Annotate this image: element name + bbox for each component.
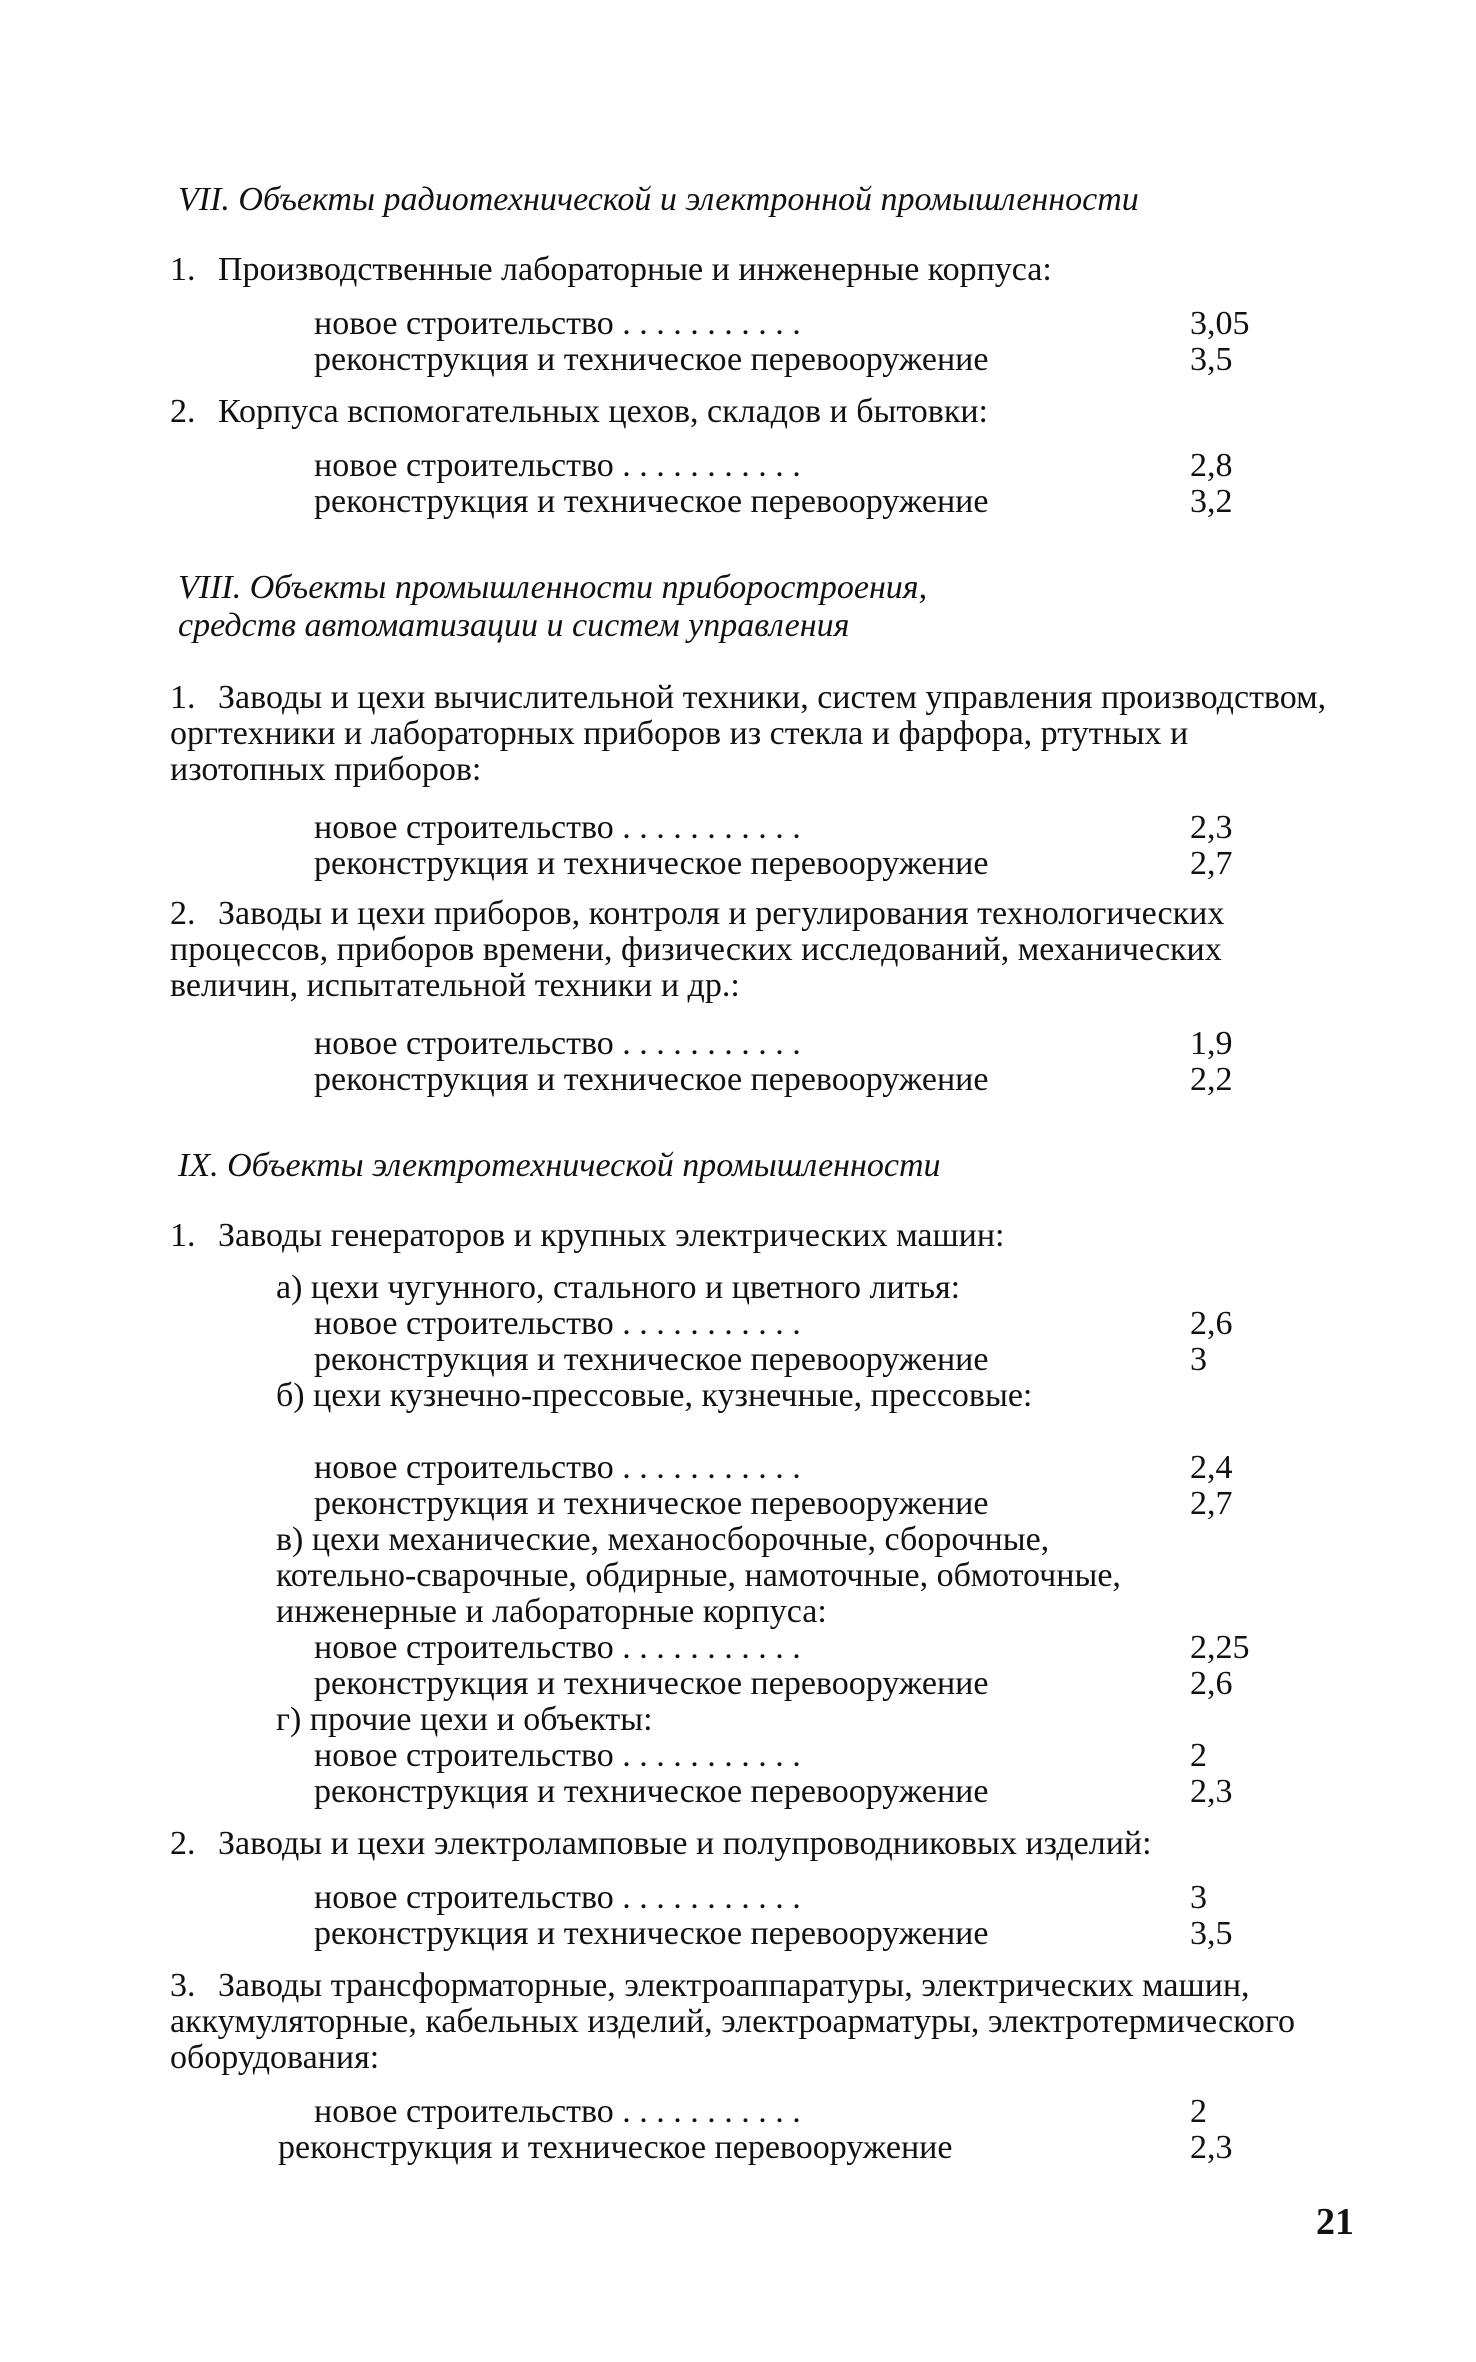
row-label: реконструкция и техническое перевооружение [314,1061,989,1098]
value-row [314,1342,1254,1378]
value-row [314,1062,1254,1098]
item-text: Производственные лабораторные и инженерные корпуса: [218,251,1052,288]
row-label: новое строительство . . . . . . . . . . . [314,1629,801,1666]
row-label: реконструкция и техническое перевооружение [314,1485,989,1522]
item-number: 1. [170,679,196,716]
row-label: реконструкция и техническое перевооружение [314,1773,989,1810]
item-viii-2 [170,896,1350,1004]
row-value: 2 [1190,1737,1207,1774]
value-row [314,1630,1254,1666]
item-number: 1. [170,1217,196,1254]
subitem-b: б) цехи кузнечно-прессовые, кузнечные, прессовые: [276,1377,1033,1414]
row-value: 2,3 [1190,1773,1233,1810]
row-label: новое строительство . . . . . . . . . . . [314,2093,801,2130]
item-number: 3. [170,1967,196,2004]
value-row [314,1666,1254,1702]
item-vii-1 [170,252,1350,288]
row-value: 2,4 [1190,1449,1233,1486]
subitem-v: в) цехи механические, механосборочные, сборочные, котельно-сварочные, обдирные, намоточные, обмоточные, инженерные и лабораторные корпуса: [276,1521,1121,1630]
item-number: 2. [170,895,196,932]
item-text: Корпуса вспомогательных цехов, складов и бытовки: [218,393,988,430]
value-row [314,2094,1254,2130]
row-label: новое строительство . . . . . . . . . . . [314,1737,801,1774]
item-ix-1 [170,1218,1350,1254]
item-number: 1. [170,251,196,288]
subitem-g: г) прочие цехи и объекты: [276,1701,653,1738]
row-label: реконструкция и техническое перевооружение [314,845,989,882]
row-label: реконструкция и техническое перевооружение [314,1665,989,1702]
row-label: новое строительство . . . . . . . . . . . [314,1025,801,1062]
row-label: новое строительство . . . . . . . . . . . [314,809,801,846]
item-ix-2 [170,1826,1350,1862]
row-value: 3,05 [1190,305,1250,342]
section-title-viii-line2: средств автоматизации и систем управления [178,607,850,644]
row-value: 2,7 [1190,1485,1233,1522]
row-value: 2,6 [1190,1665,1233,1702]
value-row [314,1306,1254,1342]
row-label: реконструкция и техническое перевооружение [278,2129,953,2166]
section-title-ix: IX. Объекты электротехнической промышленности [178,1147,941,1184]
value-row [314,484,1254,520]
page-number: 21 [1316,2201,1354,2243]
value-row [314,1880,1254,1916]
row-value: 1,9 [1190,1025,1233,1062]
value-row [314,1486,1254,1522]
row-label: новое строительство . . . . . . . . . . . [314,305,801,342]
item-number: 2. [170,393,196,430]
item-text: Заводы генераторов и крупных электрических машин: [218,1217,1005,1254]
row-label: реконструкция и техническое перевооружение [314,1341,989,1378]
subitem-a: а) цехи чугунного, стального и цветного литья: [276,1269,961,1306]
row-label: новое строительство . . . . . . . . . . . [314,1449,801,1486]
row-value: 2,2 [1190,1061,1233,1098]
row-value: 2,3 [1190,2129,1233,2166]
value-row [314,1450,1254,1486]
row-value: 2,8 [1190,447,1233,484]
row-value: 3,5 [1190,341,1233,378]
row-value: 3 [1190,1341,1207,1378]
value-row [314,1738,1254,1774]
row-label: новое строительство . . . . . . . . . . . [314,447,801,484]
value-row [278,2129,1254,2166]
item-text: Заводы трансформаторные, электроаппаратуры, электрических машин, аккумуляторные, кабельных изделий, электроарматуры, электротермического оборудования: [170,1967,1295,2076]
row-label: реконструкция и техническое перевооружение [314,341,989,378]
row-value: 2,3 [1190,809,1233,846]
row-value: 2 [1190,2093,1207,2130]
section-title-vii: VII. Объекты радиотехнической и электронной промышленности [178,181,1139,218]
value-row [314,342,1254,378]
row-label: реконструкция и техническое перевооружение [314,1915,989,1952]
row-label: реконструкция и техническое перевооружение [314,483,989,520]
row-label: новое строительство . . . . . . . . . . . [314,1305,801,1342]
item-number: 2. [170,1825,196,1862]
item-viii-1 [170,680,1350,788]
item-text: Заводы и цехи вычислительной техники, систем управления производством, оргтехники и лабораторных приборов из стекла и фарфора, ртутных и изотопных приборов: [170,679,1327,788]
item-text: Заводы и цехи электроламповые и полупроводниковых изделий: [218,1825,1152,1862]
row-value: 2,7 [1190,845,1233,882]
row-value: 3,5 [1190,1915,1233,1952]
row-label: новое строительство . . . . . . . . . . . [314,1879,801,1916]
section-title-viii-line1: VIII. Объекты промышленности приборостроения, [178,569,928,606]
item-ix-3 [170,1968,1350,2076]
value-row [314,448,1254,484]
item-vii-2 [170,394,1350,430]
value-row [314,1916,1254,1952]
value-row [314,846,1254,882]
value-row [314,1026,1254,1062]
row-value: 2,25 [1190,1629,1250,1666]
value-row [314,306,1254,342]
row-value: 3 [1190,1879,1207,1916]
row-value: 3,2 [1190,483,1233,520]
value-row [314,1774,1254,1810]
row-value: 2,6 [1190,1305,1233,1342]
item-text: Заводы и цехи приборов, контроля и регулирования технологических процессов, приборов времени, физических исследований, механических величин, испытательной техники и др.: [170,895,1225,1004]
value-row [314,810,1254,846]
